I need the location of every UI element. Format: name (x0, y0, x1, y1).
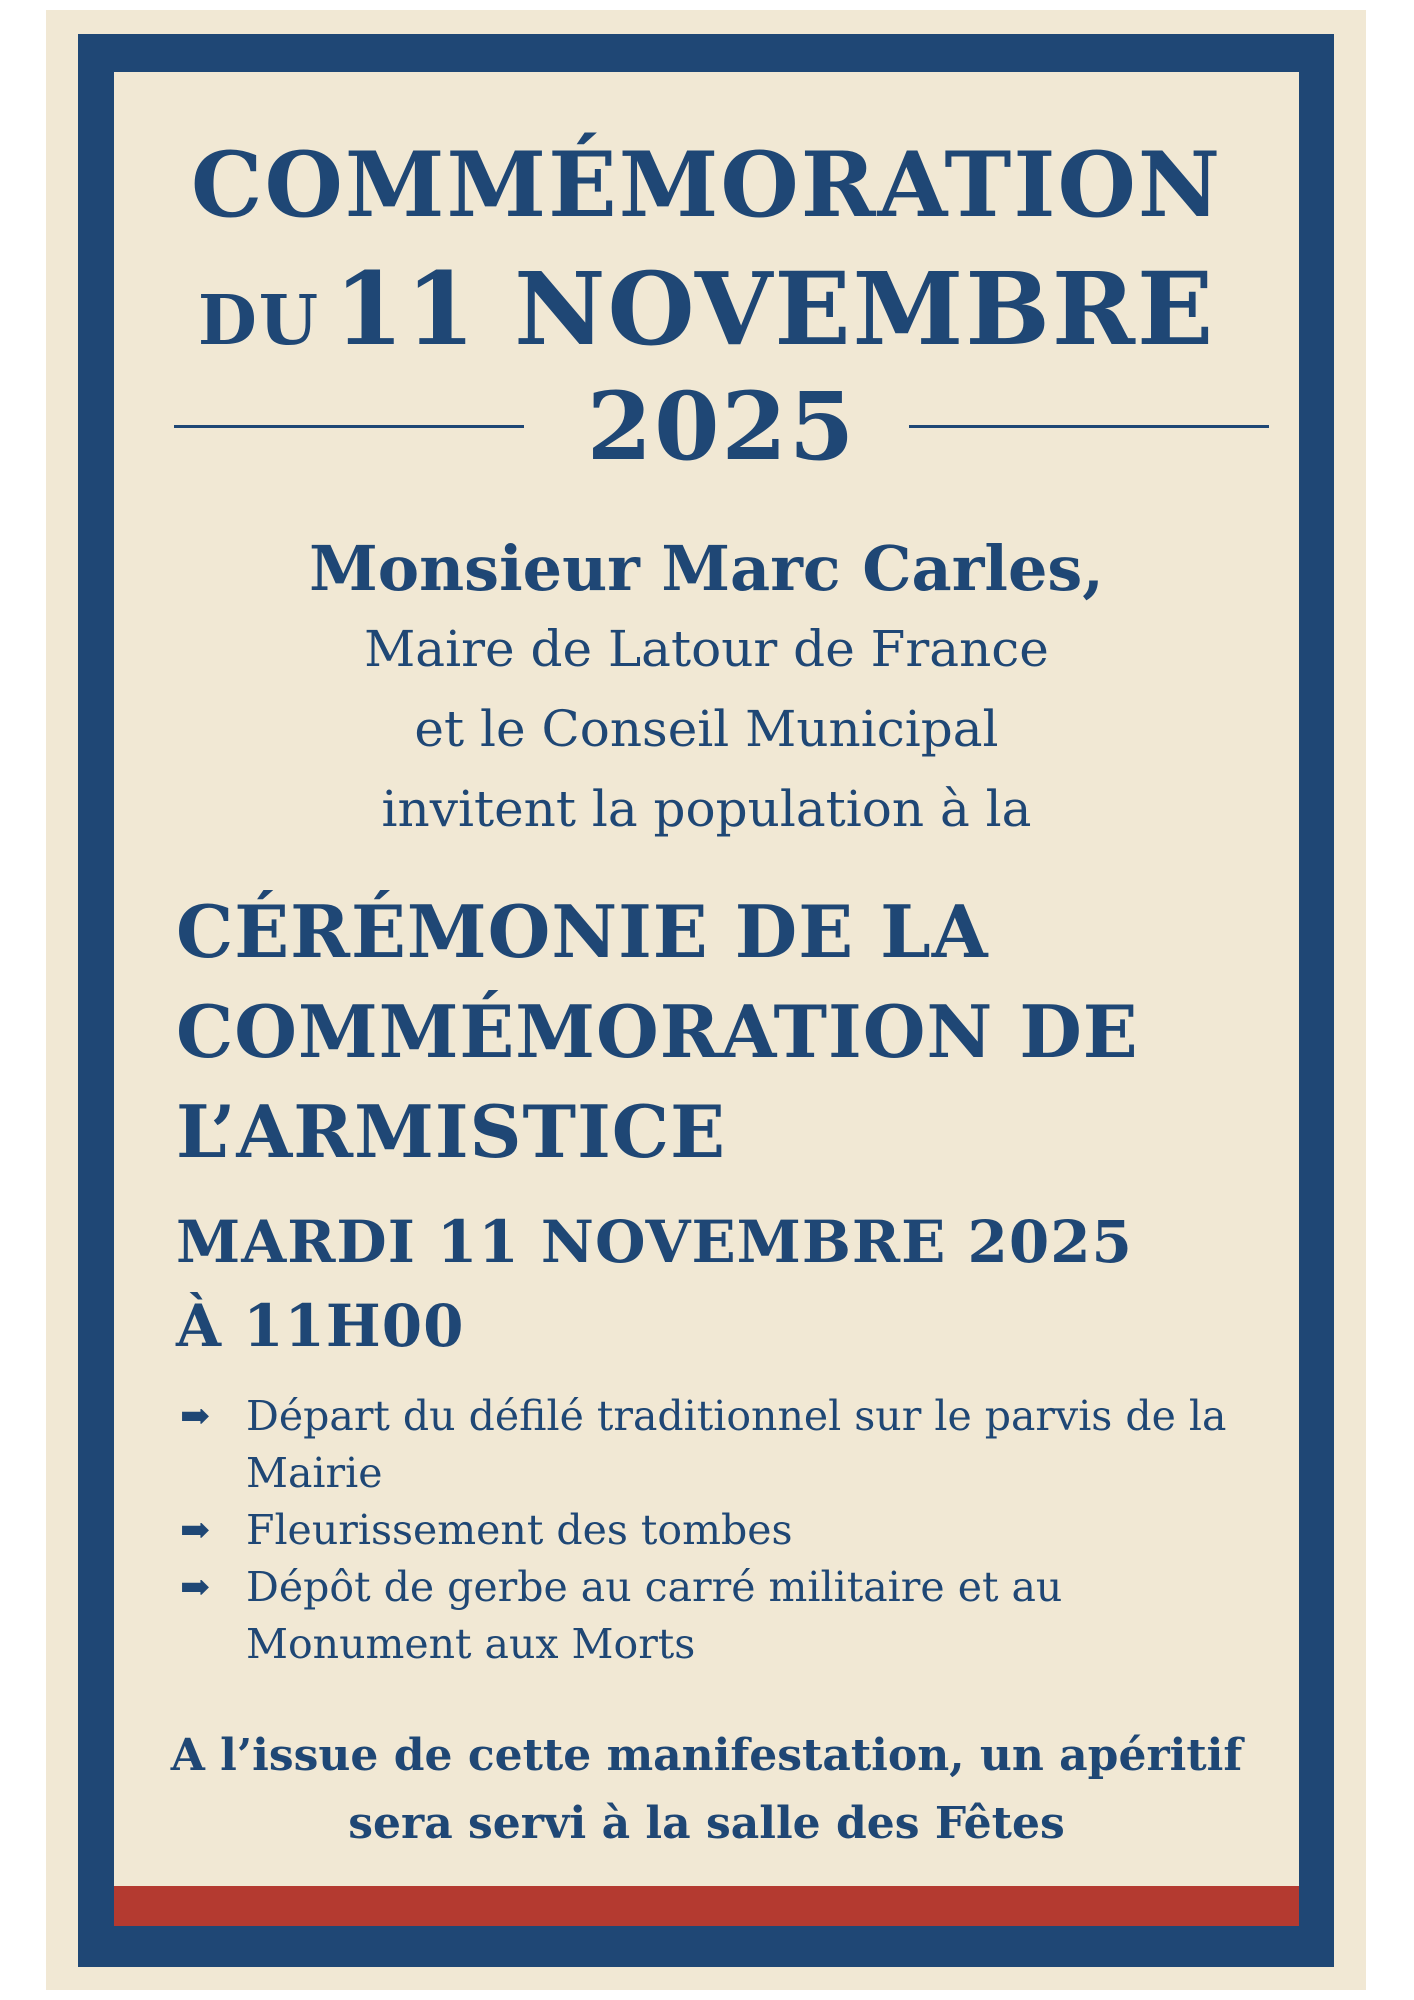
red-band (114, 1886, 1299, 1926)
closing-line: A l’issue de cette manifestation, un apéritif (170, 1730, 1243, 1781)
event-time: À 11H00 (176, 1292, 465, 1360)
program-item (176, 1559, 1276, 1673)
ceremony-line: COMMÉMORATION DE (176, 989, 1139, 1074)
program-item-text: Dépôt de gerbe au carré militaire et au Monument aux Morts (246, 1563, 1063, 1668)
closing-note (114, 1722, 1299, 1858)
program-item-text: Départ du défilé traditionnel sur le parvis de la Mairie (246, 1392, 1227, 1497)
ceremony-heading (176, 882, 1139, 1182)
title-commemoration: COMMÉMORATION (190, 132, 1223, 238)
right-arrow-icon: ➡ (180, 1396, 211, 1437)
divider-right (909, 425, 1269, 428)
title-date (114, 250, 1299, 368)
right-arrow-icon: ➡ (180, 1510, 211, 1551)
ceremony-line: L’ARMISTICE (176, 1089, 726, 1174)
program-item-text: Fleurissement des tombes (246, 1506, 793, 1554)
right-arrow-icon: ➡ (180, 1567, 211, 1608)
host-title: Maire de Latour de France (364, 620, 1049, 678)
event-date: MARDI 11 NOVEMBRE 2025 (176, 1208, 1133, 1276)
program-item (176, 1388, 1276, 1502)
title-day-month: 11 NOVEMBRE (334, 250, 1216, 368)
host-invitation: invitent la population à la (381, 780, 1032, 838)
closing-line: sera servi à la salle des Fêtes (348, 1798, 1065, 1849)
host-name: Monsieur Marc Carles, (309, 532, 1104, 605)
title-year: 2025 (586, 372, 857, 482)
title-du: DU (197, 281, 321, 361)
host-council: et le Conseil Municipal (414, 700, 999, 758)
event-datetime (176, 1200, 1133, 1368)
title-year-row (174, 372, 1269, 482)
program-list (176, 1388, 1276, 1673)
ceremony-line: CÉRÉMONIE DE LA (176, 889, 989, 974)
poster-panel (114, 72, 1299, 1926)
program-item (176, 1502, 1276, 1559)
